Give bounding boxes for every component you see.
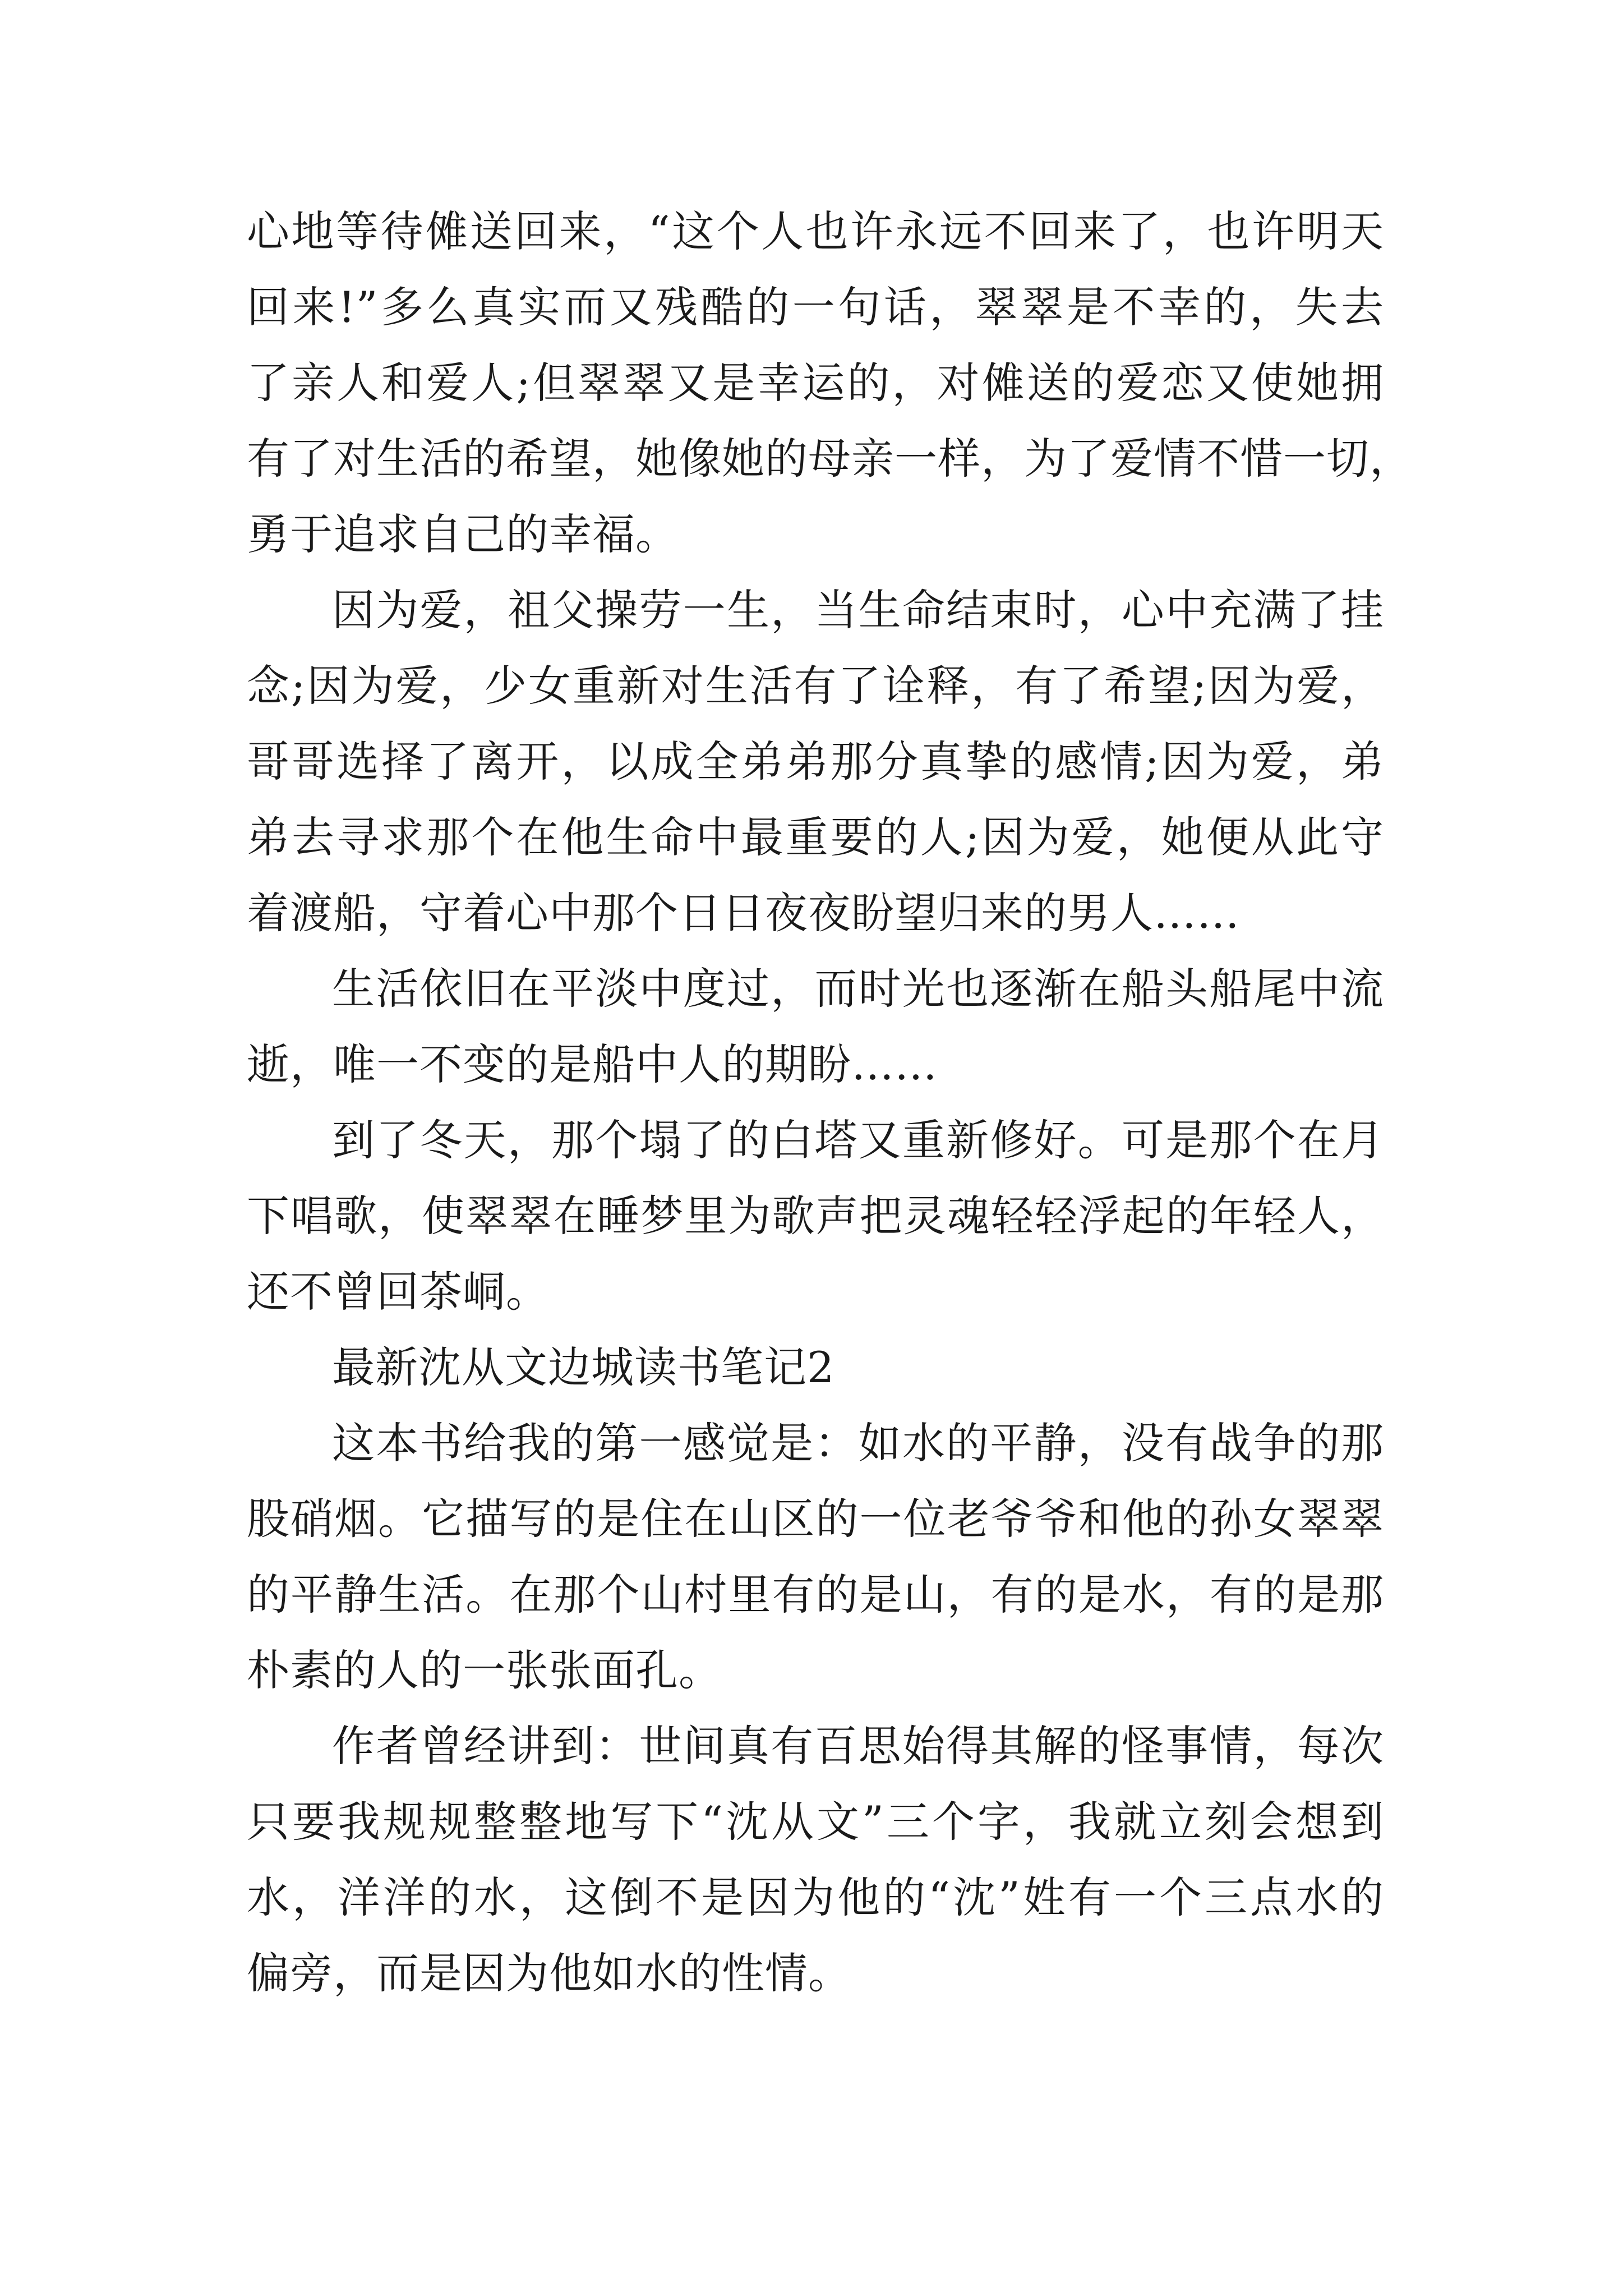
text-line: 逝，唯一不变的是船中人的期盼…… [247,1039,938,1089]
text-line: 的平静生活。在那个山村里有的是山，有的是水，有的是那 [247,1570,1384,1619]
text-line: 着渡船，守着心中那个日日夜夜盼望归来的男人…… [247,888,1240,938]
text-line: 股硝烟。它描写的是住在山区的一位老爷爷和他的孙女翠翠 [247,1494,1384,1544]
paragraph-first-impression [247,1405,1384,1708]
text-line: 勇于追求自己的幸福。 [247,509,679,559]
text-line: 有了对生活的希望，她像她的母亲一样，为了爱情不惜一切， [247,434,1413,484]
text-line: 作者曾经讲到：世间真有百思始得其解的怪事情，每次 [332,1721,1384,1771]
paragraph-continuation [247,194,1413,572]
text-line: 到了冬天，那个塌了的白塔又重新修好。可是那个在月 [332,1115,1384,1165]
paragraph-because-of-love [247,572,1384,951]
paragraph-winter [247,1102,1384,1329]
text-line: 哥哥选择了离开，以成全弟弟那分真挚的感情;因为爱，弟 [247,737,1384,786]
document-body [247,194,1413,2011]
text-line: 因为爱，祖父操劳一生，当生命结束时，心中充满了挂 [332,585,1384,635]
text-line: 偏旁，而是因为他如水的性情。 [247,1948,851,1998]
text-line: 回来!”多么真实而又残酷的一句话，翠翠是不幸的，失去 [247,282,1384,332]
text-line: 了亲人和爱人;但翠翠又是幸运的，对傩送的爱恋又使她拥 [247,358,1384,408]
text-line: 这本书给我的第一感觉是：如水的平静，没有战争的那 [332,1418,1384,1468]
text-line: 生活依旧在平淡中度过，而时光也逐渐在船头船尾中流 [332,964,1384,1014]
paragraph-author-quote [247,1708,1384,2011]
text-line: 还不曾回茶峒。 [247,1267,549,1317]
text-line: 下唱歌，使翠翠在睡梦里为歌声把灵魂轻轻浮起的年轻人， [247,1191,1384,1241]
paragraph-life-goes-on [247,951,1384,1102]
section-title-text: 最新沈从文边城读书笔记2 [332,1342,835,1392]
text-line: 只要我规规整整地写下“沈从文”三个字，我就立刻会想到 [247,1797,1384,1847]
text-line: 朴素的人的一张张面孔。 [247,1645,722,1695]
text-line: 水，洋洋的水，这倒不是因为他的“沈”姓有一个三点水的 [247,1872,1384,1922]
text-line: 心地等待傩送回来，“这个人也许永远不回来了，也许明天 [247,206,1384,256]
section-title [247,1329,1384,1405]
text-line: 念;因为爱，少女重新对生活有了诠释，有了希望;因为爱， [247,661,1384,711]
text-line: 弟去寻求那个在他生命中最重要的人;因为爱，她便从此守 [247,812,1384,862]
